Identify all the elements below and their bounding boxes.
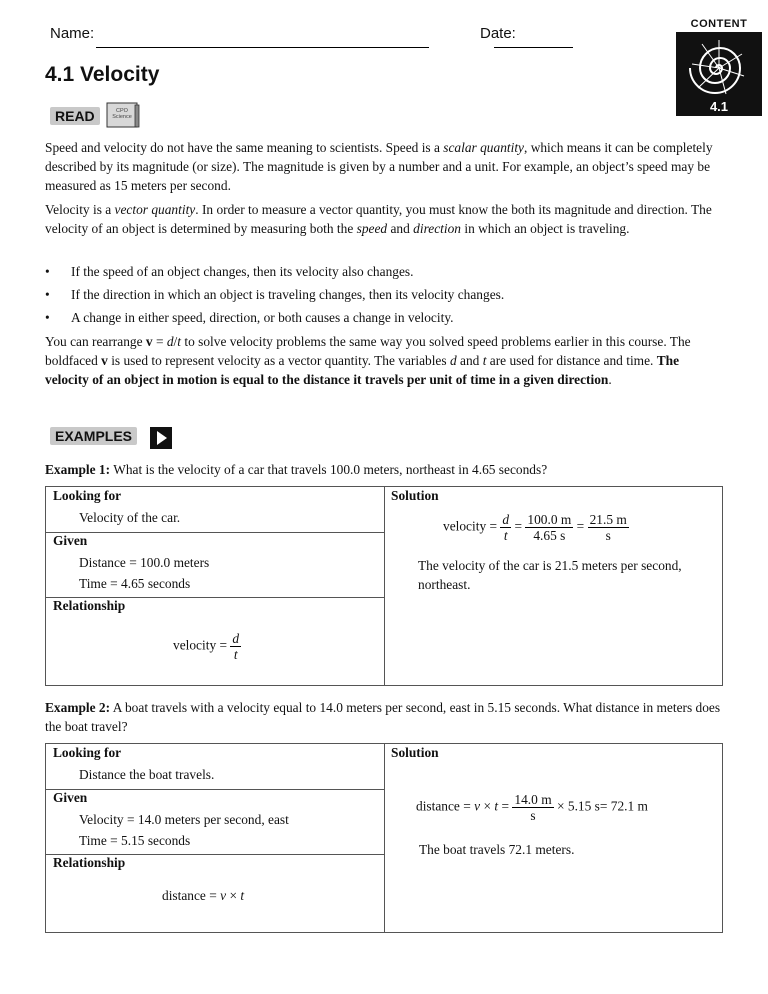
table-divider	[384, 487, 385, 685]
p2-text-g: in which an object is traveling.	[461, 221, 630, 236]
p3-text: are used for distance and time.	[486, 353, 657, 368]
looking-for-value: Velocity of the car.	[79, 510, 181, 525]
date-label: Date:	[480, 25, 516, 42]
p2-speed-term: speed	[356, 221, 388, 236]
solution-equation	[416, 792, 648, 823]
examples-label: EXAMPLES	[50, 427, 137, 445]
frac-den: s	[530, 808, 536, 823]
bullet-text: If the speed of an object changes, then its velocity also changes.	[71, 264, 414, 279]
paragraph-rearrange	[45, 332, 725, 389]
date-line[interactable]	[494, 47, 573, 48]
eq-sign: =	[501, 798, 510, 814]
given-time: Time = 4.65 seconds	[79, 576, 191, 591]
frac-num: d	[502, 512, 510, 527]
eq-fraction	[512, 792, 553, 823]
frac-den: t	[233, 647, 238, 662]
solution-heading: Solution	[391, 488, 439, 503]
relationship-heading: Relationship	[53, 598, 126, 613]
eq-lhs: velocity	[173, 637, 217, 653]
p3-text: .	[608, 372, 612, 387]
p3-t-var: t	[482, 353, 487, 368]
p3-key-statement: The velocity of an object in motion is equal to the distance it travels per unit of time in a given direction	[45, 353, 680, 387]
relationship-equation	[162, 888, 244, 904]
read-label: READ	[50, 107, 100, 125]
eq-fraction	[230, 631, 241, 662]
eq-sign: =	[576, 518, 585, 534]
solution-answer: The boat travels 72.1 meters.	[419, 842, 575, 857]
paragraph-velocity	[45, 200, 725, 238]
looking-for-heading: Looking for	[53, 745, 122, 760]
eq-var: t	[494, 798, 499, 814]
eq-fraction	[588, 512, 629, 543]
looking-for-value: Distance the boat travels.	[79, 767, 215, 782]
solution-equation	[443, 512, 629, 543]
eq-sign: =	[209, 888, 217, 903]
paragraph-speed	[45, 138, 725, 195]
example1-prompt	[45, 460, 725, 479]
p2-vector-term: vector quantity	[114, 202, 196, 217]
table-divider	[384, 744, 385, 932]
p3-text: to solve velocity problems the same way you solved speed problems earlier in this course. The boldfaced	[45, 334, 691, 368]
bullet-dot: •	[45, 264, 50, 279]
p2-text-c: . In order to measure a vector quantity, you must know the both its magnitude and direction. The velocity of an object is determined by measuring both the	[45, 202, 712, 236]
given-velocity: Velocity = 14.0 meters per second, east	[79, 812, 289, 827]
play-arrow-icon	[150, 427, 172, 449]
frac-den: s	[605, 528, 611, 543]
p3-v-bold: v	[145, 334, 153, 349]
nautilus-shell-icon	[676, 32, 762, 102]
frac-den: 4.65 s	[533, 528, 566, 543]
eq-lhs: distance	[416, 798, 460, 814]
eq-fraction	[500, 512, 511, 543]
p3-d-var: d	[166, 334, 174, 349]
bullet-text: If the direction in which an object is traveling changes, then its velocity changes.	[71, 287, 505, 302]
example2-question: A boat travels with a velocity equal to 14.0 meters per second, east in 5.15 seconds. What distance in meters does the boat travel?	[45, 700, 721, 734]
frac-den: t	[503, 528, 508, 543]
example2-prompt	[45, 698, 725, 736]
p3-text: You can rearrange	[45, 334, 146, 349]
p2-direction-term: direction	[413, 221, 462, 236]
solution-answer: The velocity of the car is 21.5 meters per second, northeast.	[418, 558, 682, 592]
eq-sign: =	[219, 637, 228, 653]
solution-heading: Solution	[391, 745, 439, 760]
page-title: 4.1 Velocity	[45, 63, 160, 86]
given-time: Time = 5.15 seconds	[79, 833, 191, 848]
p3-text: is used to represent velocity as a vector quantity. The variables	[107, 353, 450, 368]
p3-v-bold: v	[101, 353, 108, 368]
bullet-dot: •	[45, 287, 50, 302]
relationship-heading: Relationship	[53, 855, 126, 870]
example2-table	[45, 743, 723, 933]
content-badge	[676, 18, 768, 116]
eq-sign: =	[463, 798, 471, 814]
given-heading: Given	[53, 790, 88, 805]
eq-var: v	[474, 798, 481, 814]
book-text-1: CPO	[116, 108, 128, 114]
example1-label: Example 1:	[45, 462, 111, 477]
eq-tail: × 5.15 s= 72.1 m	[556, 798, 648, 814]
p3-text: /	[173, 334, 178, 349]
frac-num: d	[232, 631, 240, 646]
bullet-dot: •	[45, 310, 50, 325]
content-badge-number: 4.1	[709, 99, 729, 114]
name-line[interactable]	[96, 47, 429, 48]
eq-sign: =	[514, 518, 523, 534]
content-badge-label: CONTENT	[690, 18, 748, 30]
looking-for-heading: Looking for	[53, 488, 122, 503]
p1-text-c: , which means it can be completely described by its magnitude (or size). The magnitude is given by a number and a unit. For example, an object’s speed may be measured as 15 meters per second.	[45, 140, 713, 193]
example2-label: Example 2:	[45, 700, 111, 715]
example1-table	[45, 486, 723, 686]
frac-num: 14.0 m	[514, 792, 552, 807]
p1-scalar-term: scalar quantity	[443, 140, 524, 155]
p1-text-a: Speed and velocity do not have the same meaning to scientists. Speed is a	[45, 140, 444, 155]
name-label: Name:	[50, 25, 95, 42]
eq-times: ×	[229, 888, 238, 903]
table-divider	[46, 532, 384, 533]
eq-lhs: distance	[162, 888, 206, 903]
p3-text: =	[152, 334, 167, 349]
example1-question: What is the velocity of a car that travels 100.0 meters, northeast in 4.65 seconds?	[110, 462, 548, 477]
eq-sign: =	[489, 518, 498, 534]
table-divider	[46, 789, 384, 790]
book-text-2: Science	[112, 114, 132, 120]
frac-num: 100.0 m	[527, 512, 572, 527]
content-badge-box	[676, 32, 762, 116]
eq-var: v	[220, 888, 227, 903]
eq-lhs: velocity	[443, 518, 487, 534]
given-distance: Distance = 100.0 meters	[79, 555, 210, 570]
p3-text: and	[456, 353, 483, 368]
relationship-equation	[173, 631, 241, 662]
eq-fraction	[525, 512, 573, 543]
p3-d-var: d	[449, 353, 457, 368]
p2-text-a: Velocity is a	[45, 202, 115, 217]
eq-times: ×	[483, 798, 492, 814]
p3-t-var: t	[177, 334, 182, 349]
bullet-text: A change in either speed, direction, or both causes a change in velocity.	[71, 310, 454, 325]
given-heading: Given	[53, 533, 88, 548]
p2-text-e: and	[387, 221, 414, 236]
eq-var: t	[240, 888, 245, 903]
frac-num: 21.5 m	[589, 512, 627, 527]
